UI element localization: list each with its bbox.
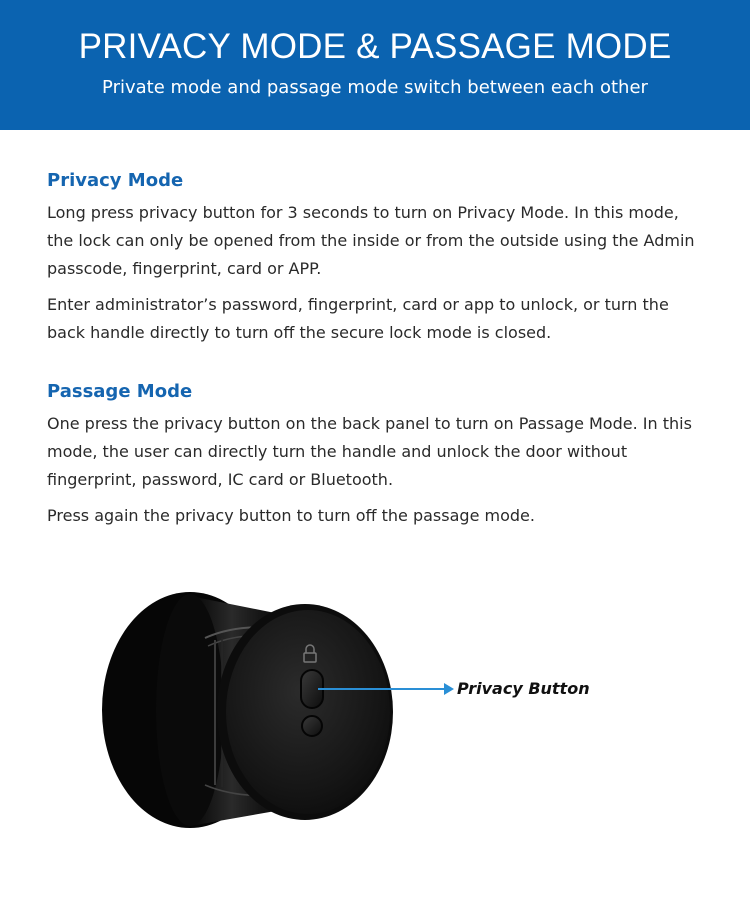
privacy-button-label: Privacy Button [457,679,590,698]
passage-mode-paragraph-2: Press again the privacy button to turn off the passage mode. [47,506,535,525]
privacy-mode-paragraph-2: Enter administrator’s password, fingerprint, card or app to unlock, or turn the back handle directly to turn off the secure lock mode is closed. [47,295,669,342]
front-face [226,610,390,814]
passage-mode-section [47,381,707,530]
header-banner [0,0,750,130]
callout-line [318,688,446,690]
privacy-mode-heading: Privacy Mode [47,170,184,191]
page-title: PRIVACY MODE & PASSAGE MODE [78,27,672,66]
round-button [302,716,322,736]
privacy-mode-paragraph-1: Long press privacy button for 3 seconds to turn on Privacy Mode. In this mode, the lock can only be opened from the inside or from the outside using the Admin passcode, fingerprint, card or APP. [47,203,695,278]
callout-arrow-icon [444,683,454,695]
privacy-mode-section [47,170,707,347]
lock-product-image [95,580,415,840]
page-subtitle: Private mode and passage mode switch between each other [102,77,648,98]
passage-mode-paragraph-1: One press the privacy button on the back panel to turn on Passage Mode. In this mode, the user can directly turn the handle and unlock the door without fingerprint, password, IC card or Bluetooth. [47,414,692,489]
passage-mode-heading: Passage Mode [47,381,193,402]
body-edge [156,594,224,826]
